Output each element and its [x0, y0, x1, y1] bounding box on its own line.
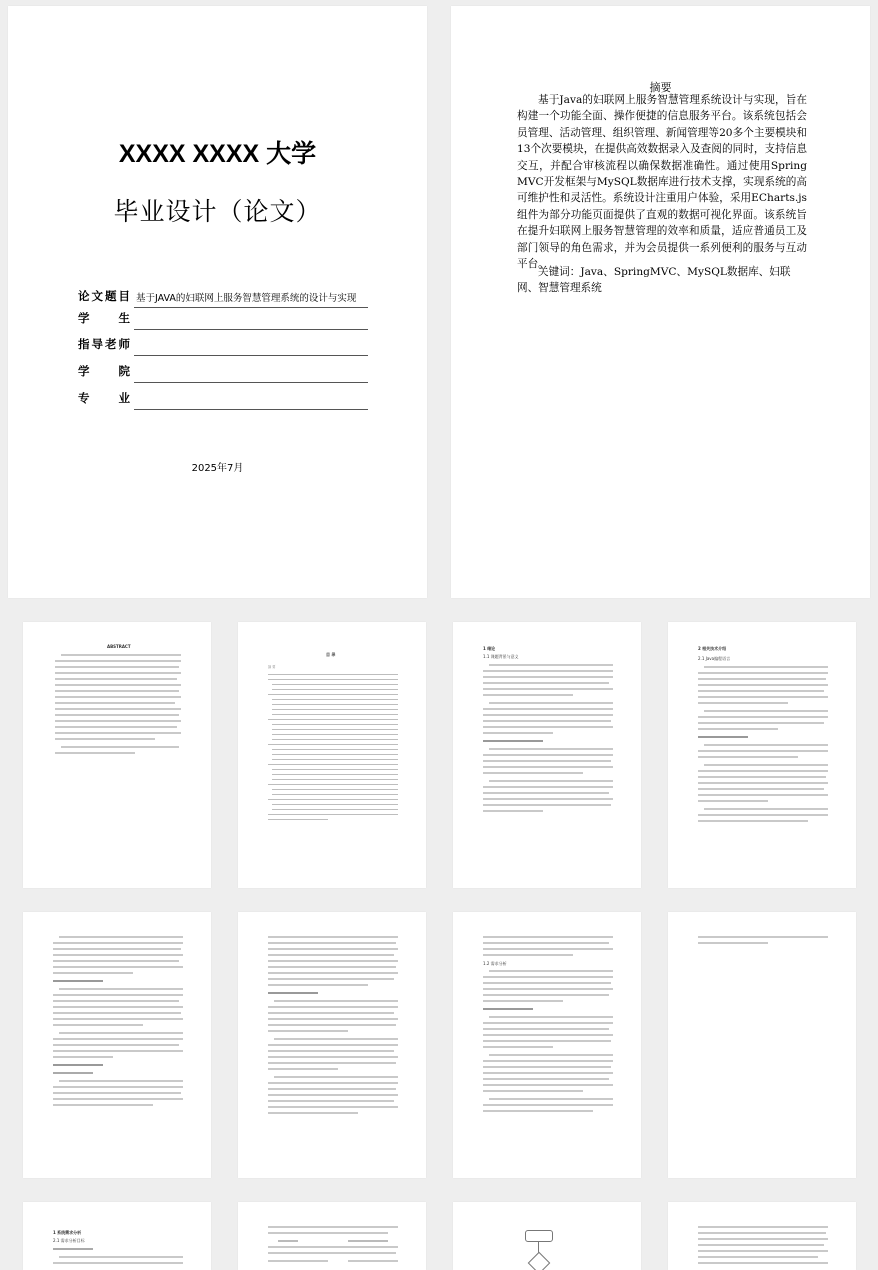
field-student [78, 306, 368, 330]
thumb-page-13-flowchart [453, 1202, 641, 1270]
field-major [78, 386, 368, 410]
chapter1-title: 1 绪论 [483, 646, 496, 651]
field-thesis-topic [78, 284, 368, 308]
thumb-page-english-abstract [23, 622, 211, 888]
thumb-page-10 [668, 912, 856, 1178]
submission-date: 2025年7月 [191, 463, 244, 474]
field-underline [134, 382, 368, 383]
abstract-page [451, 6, 870, 598]
abstract-keywords: 关键词：Java、SpringMVC、MySQL数据库、妇联网、智慧管理系统 [517, 266, 791, 295]
toc-title: 目 录 [326, 652, 336, 657]
thumb-page-9 [453, 912, 641, 1178]
thumb-page-chapter2 [668, 622, 856, 888]
thumb-page-7 [23, 912, 211, 1178]
toc-first-entry: 摘 要 [268, 665, 276, 669]
thumb-page-14 [668, 1202, 856, 1270]
field-underline [134, 355, 368, 356]
field-label: 学院 [78, 364, 130, 378]
field-value: 基于JAVA的妇联网上服务智慧管理系统的设计与实现 [136, 293, 357, 304]
field-label: 专业 [78, 391, 130, 405]
thumb-page-12 [238, 1202, 426, 1270]
field-label: 学生 [78, 311, 130, 325]
abstract-body: 基于Java的妇联网上服务智慧管理系统设计与实现，旨在构建一个功能全面、操作便捷的信息服务平台。该系统包括会员管理、活动管理、组织管理、新闻管理等20多个主要模块和13个次要模块，在提供高效数据录入及查阅的同时，支持信息交互，并配合审核流程以确保数据准确性。通过使用Spring MVC开发框架与MySQL数据库进行技术支撑，实现系统的高可维护性和灵活性。系统设计注重用户体验，采用ECharts.js组件为部分功能页面提供了直观的数据可视化界面。该系统旨在提升妇联网上服务智慧管理的效率和质量，适应普通员工及部门领导的角色需求，并为会员提供一系列便利的服务与互动平台。 [517, 94, 807, 271]
chapter1-section: 1.1 课题背景与意义 [483, 654, 519, 659]
page11-section: 2.1 需求分析目标 [53, 1238, 85, 1243]
page9-section: 1.2 需求分析 [483, 961, 507, 966]
field-underline [134, 329, 368, 330]
cover-page [8, 6, 427, 598]
university-name: XXXX XXXX 大学 [118, 140, 317, 168]
field-college [78, 359, 368, 383]
abstract-heading: 摘要 [649, 81, 672, 94]
thumb-page-toc [238, 622, 426, 888]
thesis-type-title: 毕业设计（论文） [113, 197, 322, 226]
chapter2-section: 2.1 Java编程语言 [698, 656, 731, 661]
english-abstract-title: ABSTRACT [107, 644, 131, 649]
thumb-page-chapter1 [453, 622, 641, 888]
field-underline [134, 409, 368, 410]
thumb-page-11 [23, 1202, 211, 1270]
flowchart-decision-node [528, 1252, 551, 1270]
field-label: 指导老师 [78, 337, 130, 351]
thumb-page-8 [238, 912, 426, 1178]
chapter2-title: 2 相关技术介绍 [698, 646, 727, 651]
page11-title: 1 系统需求分析 [53, 1230, 82, 1235]
field-advisor [78, 332, 368, 356]
field-label: 论文题目 [78, 289, 130, 303]
flowchart-start-node [525, 1230, 553, 1242]
